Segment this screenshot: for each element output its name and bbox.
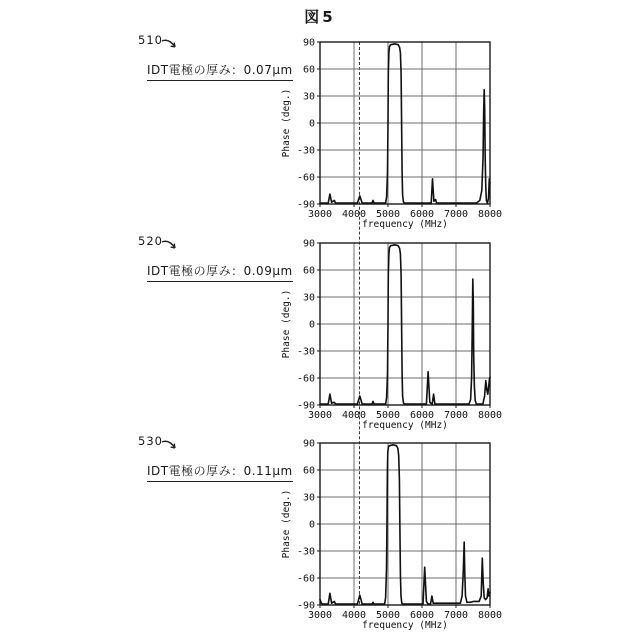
svg-text:5000: 5000 [375, 610, 401, 621]
svg-text:60: 60 [302, 64, 315, 76]
svg-text:6000: 6000 [409, 410, 435, 421]
caption-idt-thickness: IDT電極の厚み：0.09μm [147, 262, 293, 282]
svg-text:8000: 8000 [477, 610, 503, 621]
svg-text:Phase (deg.): Phase (deg.) [281, 88, 292, 158]
curved-arrow-icon [160, 238, 182, 254]
svg-text:3000: 3000 [307, 410, 333, 421]
svg-text:90: 90 [302, 238, 315, 250]
svg-text:60: 60 [302, 465, 315, 477]
svg-text:-90: -90 [296, 400, 315, 412]
svg-text:-60: -60 [296, 573, 315, 585]
svg-text:frequency (MHz): frequency (MHz) [362, 219, 448, 230]
caption-idt-thickness: IDT電極の厚み：0.11μm [147, 462, 293, 482]
curved-arrow-icon [160, 438, 182, 454]
svg-text:4000: 4000 [341, 410, 367, 421]
svg-text:7000: 7000 [443, 209, 469, 220]
svg-text:7000: 7000 [443, 410, 469, 421]
caption-idt-thickness: IDT電極の厚み：0.07μm [147, 61, 293, 81]
phase-frequency-chart [276, 34, 504, 238]
svg-text:8000: 8000 [477, 410, 503, 421]
svg-text:0: 0 [308, 519, 315, 531]
reference-number: 530 [138, 434, 163, 448]
svg-text:3000: 3000 [307, 209, 333, 220]
svg-text:-90: -90 [296, 199, 315, 211]
curved-arrow-icon [160, 37, 182, 53]
svg-text:3000: 3000 [307, 610, 333, 621]
svg-text:-30: -30 [296, 546, 315, 558]
svg-text:6000: 6000 [409, 209, 435, 220]
svg-text:Phase (deg.): Phase (deg.) [281, 289, 292, 359]
phase-frequency-chart [276, 235, 504, 439]
phase-frequency-chart [276, 435, 504, 639]
svg-text:0: 0 [308, 319, 315, 331]
svg-text:60: 60 [302, 265, 315, 277]
svg-text:8000: 8000 [477, 209, 503, 220]
reference-number: 510 [138, 33, 163, 47]
svg-text:frequency (MHz): frequency (MHz) [362, 420, 448, 431]
svg-text:Phase (deg.): Phase (deg.) [281, 489, 292, 559]
svg-text:6000: 6000 [409, 610, 435, 621]
svg-text:-60: -60 [296, 373, 315, 385]
svg-text:7000: 7000 [443, 610, 469, 621]
svg-text:4000: 4000 [341, 610, 367, 621]
svg-text:-30: -30 [296, 346, 315, 358]
svg-text:-90: -90 [296, 600, 315, 612]
svg-text:4000: 4000 [341, 209, 367, 220]
svg-text:5000: 5000 [375, 410, 401, 421]
svg-text:30: 30 [302, 492, 315, 504]
svg-text:30: 30 [302, 91, 315, 103]
svg-text:30: 30 [302, 292, 315, 304]
figure-title: 図5 [304, 8, 336, 26]
svg-text:-30: -30 [296, 145, 315, 157]
reference-number: 520 [138, 234, 163, 248]
svg-text:-60: -60 [296, 172, 315, 184]
svg-text:0: 0 [308, 118, 315, 130]
svg-text:90: 90 [302, 37, 315, 49]
svg-text:5000: 5000 [375, 209, 401, 220]
svg-text:90: 90 [302, 438, 315, 450]
svg-text:frequency (MHz): frequency (MHz) [362, 620, 448, 631]
